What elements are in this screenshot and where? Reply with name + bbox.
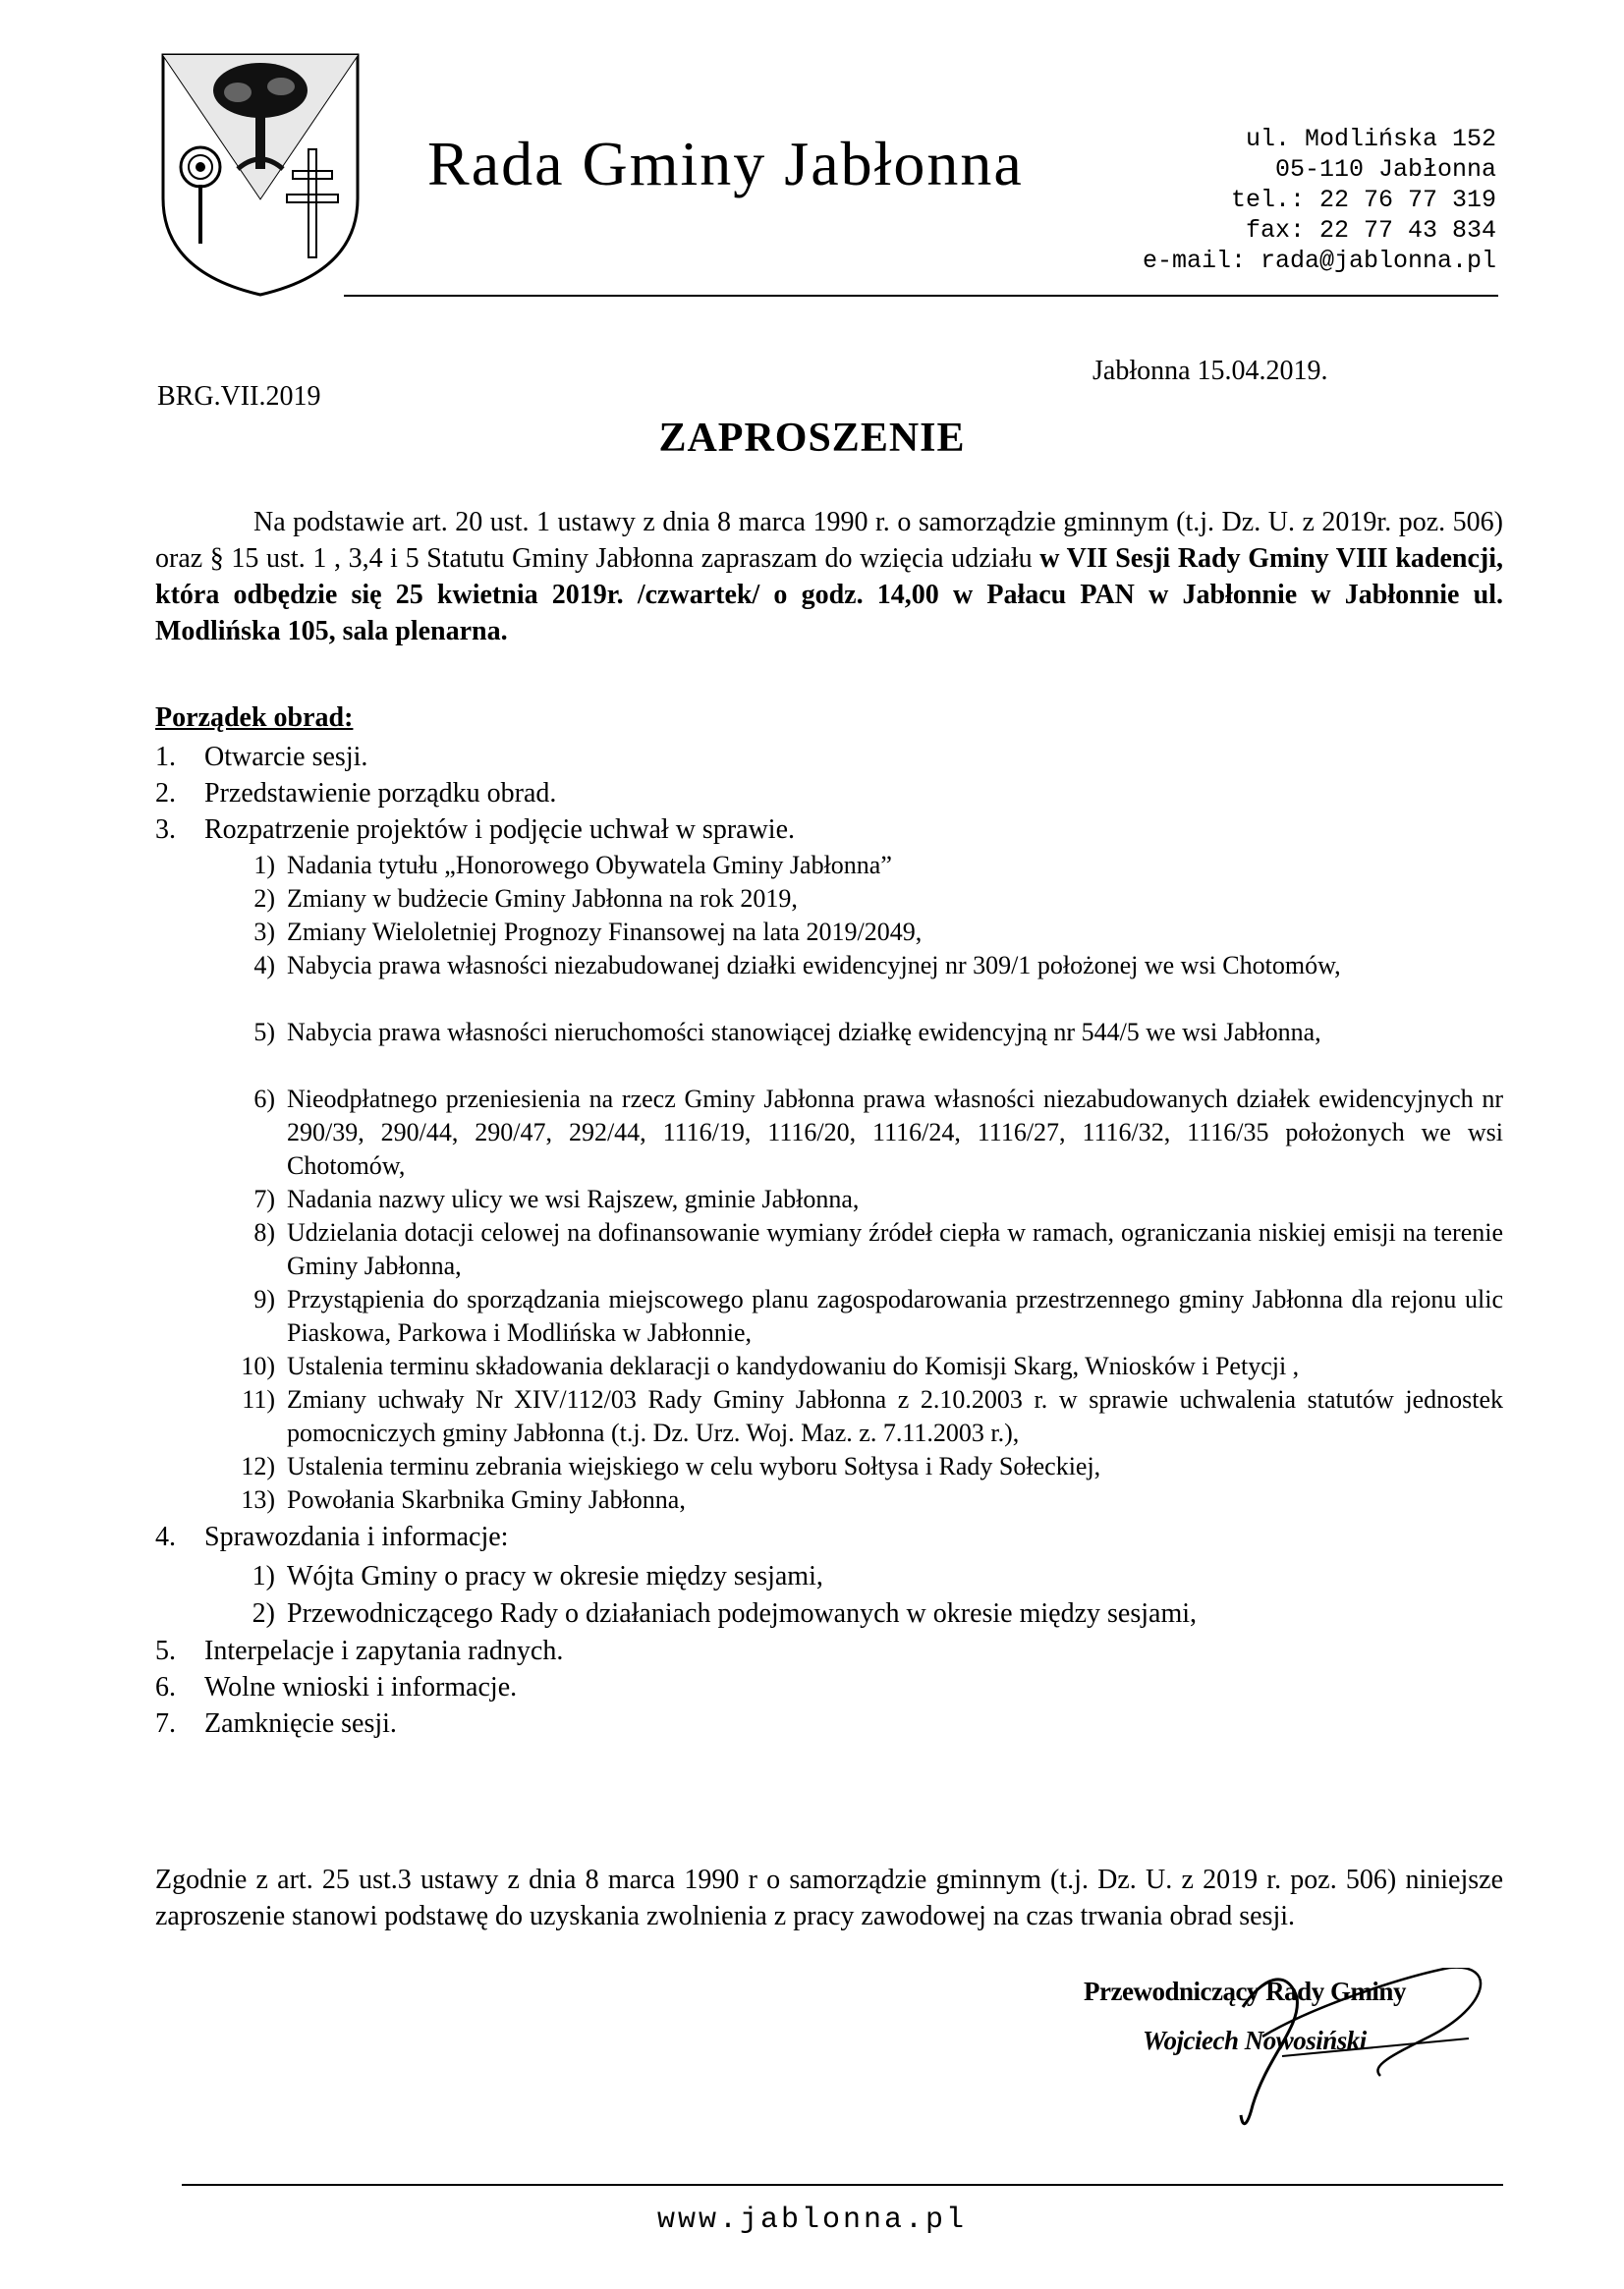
report-text: Wójta Gminy o pracy w okresie między sesjami, [287, 1561, 823, 1591]
intro-text: Na podstawie art. 20 ust. 1 ustawy z dnia 8 marca 1990 r. o samorządzie gminnym (t.j. Dz. U. z 2019r. poz. 506) oraz § 15 ust. 1 , 3,4 i 5 Statutu Gminy Jabłonna zapraszam do wzięcia udziału [155, 507, 1503, 574]
document-date: Jabłonna 15.04.2019. [1092, 356, 1328, 386]
contact-postcode: 05-110 Jabłonna [1274, 155, 1496, 184]
signatory-name: Wojciech Nowosiński [1143, 2026, 1367, 2055]
contact-phone: tel.: 22 76 77 319 [1230, 186, 1496, 214]
agenda-item-number: 1. [155, 742, 176, 772]
header-divider [344, 295, 1498, 297]
report-number: 2) [252, 1598, 275, 1629]
resolution-text: Zmiany Wieloletniej Prognozy Finansowej na lata 2019/2049, [287, 918, 923, 946]
resolution-text: Nadania tytułu „Honorowego Obywatela Gminy Jabłonna” [287, 851, 892, 879]
resolution-text: Przystąpienia do sporządzania miejscowego planu zagospodarowania przestrzennego gminy Jabłonna dla rejonu ulic Piaskowa, Parkowa i Modlińska w Jabłonnie, [287, 1285, 1503, 1347]
footer-divider [182, 2184, 1503, 2186]
resolution-number: 4) [253, 951, 275, 979]
agenda-item-number: 5. [155, 1636, 176, 1666]
agenda-item-text: Otwarcie sesji. [204, 742, 368, 772]
signature-title: Przewodniczący Rady Gminy [1084, 1977, 1406, 2006]
footer-website: www.jablonna.pl [656, 2204, 968, 2237]
resolution-number: 5) [253, 1018, 275, 1046]
intro-bold-text: w VII Sesji Rady Gminy VIII kadencji, która odbędzie się 25 kwietnia 2019r. /czwartek/ o godz. 14,00 w Pałacu PAN w Jabłonnie w Jabłonnie ul. Modlińska 105, sala plenarna. [155, 543, 1504, 646]
contact-email: e-mail: rada@jablonna.pl [1142, 247, 1496, 275]
agenda-item-text: Zamknięcie sesji. [204, 1708, 397, 1739]
agenda-item-number: 2. [155, 778, 176, 809]
organization-name: Rada Gminy Jabłonna [427, 129, 1024, 198]
agenda-item-number: 6. [155, 1672, 176, 1703]
resolution-text: Nieodpłatnego przeniesienia na rzecz Gminy Jabłonna prawa własności niezabudowanych działek ewidencyjnych nr 290/39, 290/44, 290/47, 292/44, 1116/19, 1116/20, 1116/24, 1116/27, 1116/32, 1116/35 położonych we wsi Chotomów, [287, 1085, 1503, 1180]
agenda-item-number: 4. [155, 1522, 176, 1552]
resolution-text: Nabycia prawa własności niezabudowanej działki ewidencyjnej nr 309/1 położonej we wsi Chotomów, [287, 951, 1341, 979]
agenda-item-number: 7. [155, 1708, 176, 1739]
agenda-item-text: Interpelacje i zapytania radnych. [204, 1636, 564, 1666]
resolution-number: 12) [241, 1452, 275, 1480]
resolution-number: 2) [253, 884, 275, 913]
resolution-text: Ustalenia terminu zebrania wiejskiego w celu wyboru Sołtysa i Rady Sołeckiej, [287, 1452, 1101, 1480]
resolution-number: 10) [241, 1352, 275, 1380]
contact-fax: fax: 22 77 43 834 [1245, 216, 1496, 245]
resolution-text: Nabycia prawa własności nieruchomości stanowiącej działkę ewidencyjną nr 544/5 we wsi Jabłonna, [287, 1018, 1321, 1046]
agenda-item-text: Sprawozdania i informacje: [204, 1522, 509, 1552]
contact-block [1143, 124, 1496, 276]
resolution-number: 6) [253, 1085, 275, 1113]
contact-address: ul. Modlińska 152 [1245, 125, 1496, 153]
resolution-number: 7) [253, 1185, 275, 1213]
resolution-number: 11) [242, 1385, 275, 1414]
closing-paragraph: Zgodnie z art. 25 ust.3 ustawy z dnia 8 marca 1990 r o samorządzie gminnym (t.j. Dz. U. z 2019 r. poz. 506) niniejsze zaproszenie stanowi podstawę do uzyskania zwolnienia z pracy zawodowej na czas trwania obrad sesji. [155, 1865, 1503, 1931]
agenda-item-text: Przedstawienie porządku obrad. [204, 778, 557, 809]
report-number: 1) [252, 1561, 275, 1591]
resolution-number: 3) [253, 918, 275, 946]
resolution-text: Udzielania dotacji celowej na dofinansowanie wymiany źródeł ciepła w ramach, ograniczania niskiej emisji na terenie Gminy Jabłonna, [287, 1218, 1503, 1280]
coat-of-arms-logo [159, 51, 362, 299]
reference-number: BRG.VII.2019 [157, 381, 321, 412]
resolution-number: 9) [253, 1285, 275, 1313]
resolution-text: Powołania Skarbnika Gminy Jabłonna, [287, 1485, 686, 1514]
document-title: ZAPROSZENIE [658, 416, 966, 461]
resolution-number: 13) [241, 1485, 275, 1514]
agenda-item-text: Rozpatrzenie projektów i podjęcie uchwał w sprawie. [204, 814, 796, 845]
resolution-number: 8) [253, 1218, 275, 1247]
resolution-text: Nadania nazwy ulicy we wsi Rajszew, gminie Jabłonna, [287, 1185, 860, 1213]
resolution-text: Zmiany w budżecie Gminy Jabłonna na rok 2019, [287, 884, 798, 913]
agenda-item-text: Wolne wnioski i informacje. [204, 1672, 518, 1703]
resolution-text: Zmiany uchwały Nr XIV/112/03 Rady Gminy Jabłonna z 2.10.2003 r. w sprawie uchwalenia statutów jednostek pomocniczych gminy Jabłonna (t.j. Dz. Urz. Woj. Maz. z. 7.11.2003 r.), [287, 1385, 1503, 1447]
agenda-item-number: 3. [155, 814, 176, 845]
resolution-text: Ustalenia terminu składowania deklaracji o kandydowaniu do Komisji Skarg, Wniosków i Petycji , [287, 1352, 1300, 1380]
intro-paragraph [155, 504, 1503, 649]
report-text: Przewodniczącego Rady o działaniach podejmowanych w okresie między sesjami, [287, 1598, 1198, 1629]
resolution-number: 1) [253, 851, 275, 879]
agenda-heading: Porządek obrad: [155, 702, 354, 733]
